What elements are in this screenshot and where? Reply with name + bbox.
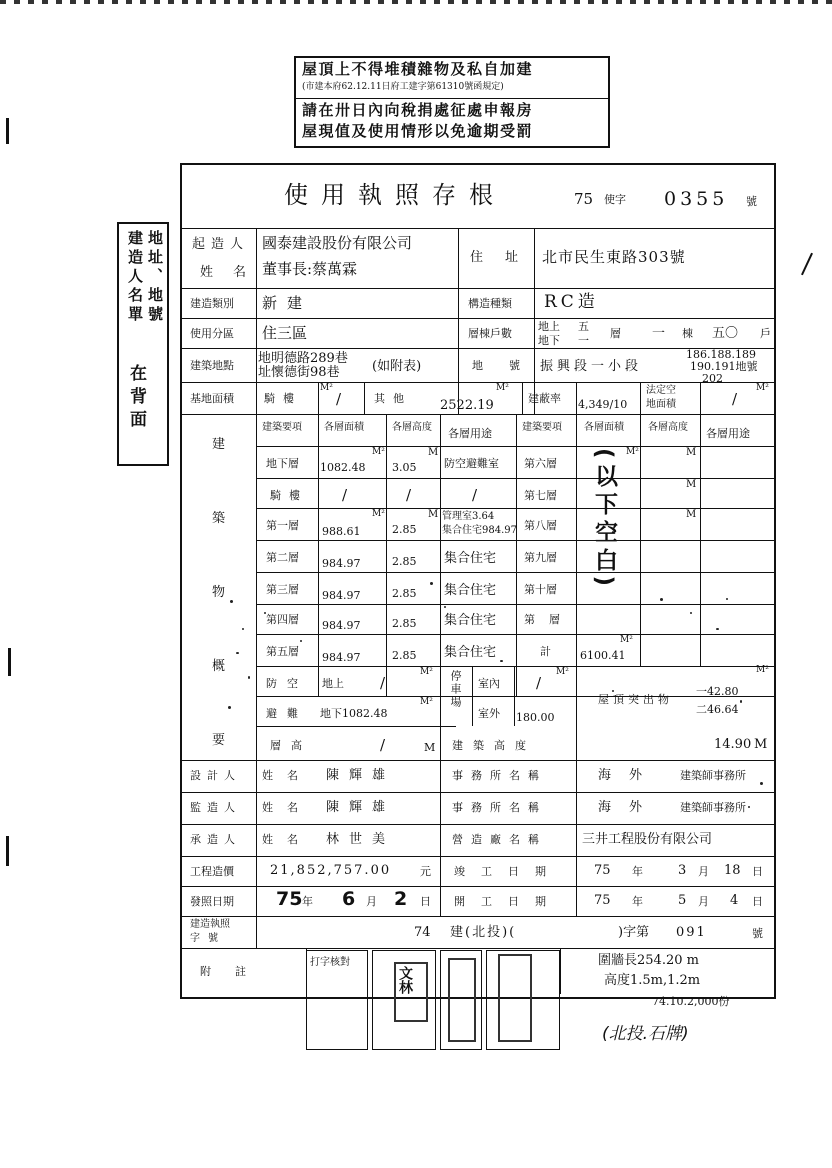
summary-char-5: 要 — [212, 733, 226, 748]
seal-stamp-2 — [448, 958, 476, 1042]
designer-label: 設計人 — [190, 769, 241, 782]
header-height-left: 各層高度 — [392, 422, 432, 433]
lot-numbers-2: 190.191地號 — [690, 360, 758, 373]
bldg-height-unit: M — [754, 737, 768, 752]
structure-label: 構造種類 — [468, 297, 512, 310]
summary-char-2: 築 — [212, 511, 226, 526]
summary-char-1: 建 — [212, 437, 226, 452]
permit-number: 091 — [676, 925, 707, 940]
arcade-area-slash: / — [336, 390, 342, 408]
parking-outdoor-value: 180.00 — [516, 711, 555, 724]
floors-below-label: 地下 — [538, 334, 560, 347]
unit-m-7f: M — [686, 479, 697, 490]
floor-area-b1: 1082.48 — [320, 461, 366, 474]
start-month-word: 月 — [698, 895, 709, 908]
notice-line-4: 屋現值及使用情形以免逾期受罰 — [302, 122, 534, 140]
floor-name-1f: 第一層 — [266, 519, 299, 532]
floor-use-4f: 集合住宅 — [444, 613, 497, 628]
remarks-label: 附註 — [200, 965, 270, 978]
roof-value-1: 一42.80 — [696, 685, 739, 698]
floor-area-2f: 984.97 — [322, 557, 361, 570]
page-title: 使用執照存根 — [284, 181, 506, 209]
designer-name-label: 姓名 — [262, 769, 312, 782]
notice-line-1: 屋頂上不得堆積雜物及私自加建 — [302, 60, 534, 78]
floor-area-1f: 988.61 — [322, 525, 361, 538]
site-line-1: 地明德路289巷 — [258, 351, 348, 366]
header-use-right: 各層用途 — [706, 427, 750, 440]
zoning-label: 使用分區 — [190, 327, 234, 340]
legal-space-slash: / — [732, 390, 738, 408]
total-label: 計 — [540, 645, 551, 658]
total-area: 6100.41 — [580, 649, 626, 662]
build-type: 新建 — [262, 294, 313, 312]
other-area-unit: M² — [496, 383, 509, 393]
scan-mark-right — [801, 253, 813, 276]
shelter-above-unit: M² — [420, 667, 433, 677]
parking-label: 停車場 — [449, 670, 462, 709]
complete-year: 75 — [594, 863, 611, 878]
floor-height-slash: / — [380, 736, 386, 754]
shelter-label-2: 避難 — [266, 707, 308, 720]
parking-indoor-slash: / — [536, 674, 542, 692]
unit-m-1f: M — [428, 509, 439, 520]
area-label: 基地面積 — [190, 392, 234, 405]
lot-label: 地號 — [472, 359, 546, 372]
doc-number: 0355 — [664, 188, 729, 210]
building-word: 棟 — [682, 327, 693, 340]
supervisor-office-suffix: 建築師事務所 — [680, 801, 746, 814]
blank-mark: (以下空白) — [591, 448, 617, 592]
complete-month-word: 月 — [698, 865, 709, 878]
floor-height-arcade-slash: / — [406, 486, 412, 504]
start-month: 5 — [678, 893, 687, 908]
seal-stamp-3 — [498, 954, 532, 1042]
floor-height-2f: 2.85 — [392, 555, 417, 568]
floor-name-4f: 第四層 — [266, 613, 299, 626]
supervisor-label: 監造人 — [190, 801, 241, 814]
floor-name-5f: 第五層 — [266, 645, 299, 658]
unit-m2-total: M² — [620, 635, 633, 645]
contractor-firm: 三井工程股份有限公司 — [582, 832, 713, 847]
contractor-label: 承造人 — [190, 833, 241, 846]
start-day: 4 — [730, 893, 739, 908]
floor-area-arcade-slash: / — [342, 486, 348, 504]
building-count: 一 — [652, 326, 666, 341]
parking-indoor-label: 室內 — [478, 677, 500, 690]
floors-label: 層棟戶數 — [468, 327, 512, 340]
permit-suffix: 號 — [752, 927, 763, 940]
site-line-2: 址懷德街98巷 — [258, 365, 340, 380]
doc-suffix: 號 — [746, 195, 757, 208]
designer-office: 海外 — [598, 768, 661, 783]
issue-month: 6 — [342, 888, 356, 910]
roof-unit: M² — [756, 665, 769, 675]
site-label: 建築地點 — [190, 359, 234, 372]
floor-use-b1: 防空避難室 — [444, 457, 499, 470]
permit-mid: 建(北投)( — [450, 925, 517, 940]
site-note: (如附表) — [372, 359, 422, 374]
roof-label: 屋頂突出物 — [598, 693, 673, 706]
supervisor-office-label: 事務所名稱 — [452, 801, 547, 814]
header-area-left: 各層面積 — [324, 422, 364, 433]
owner-chairman: 董事長:蔡萬霖 — [262, 260, 358, 278]
shelter-below-value: 地下1082.48 — [320, 707, 388, 720]
floor-name-9f: 第九層 — [524, 551, 557, 564]
owner-address: 北市民生東路303號 — [542, 248, 686, 266]
shelter-below-unit: M² — [420, 697, 433, 707]
ratio-label: 建蔽率 — [528, 392, 561, 405]
designer-office-label: 事務所名稱 — [452, 769, 547, 782]
cost-value: 21,852,757.00 — [270, 863, 392, 878]
floor-height-3f: 2.85 — [392, 587, 417, 600]
floor-name-arcade: 騎樓 — [270, 489, 308, 502]
floor-name-8f: 第八層 — [524, 519, 557, 532]
permit-label-2: 字號 — [190, 933, 226, 944]
supervisor-name-label: 姓名 — [262, 801, 312, 814]
unit-m2-b1: M² — [372, 447, 385, 457]
floor-name-nf: 第層 — [524, 613, 574, 626]
floor-height-1f: 2.85 — [392, 523, 417, 536]
start-year-word: 年 — [632, 895, 643, 908]
contractor-name-label: 姓名 — [262, 833, 312, 846]
complete-label: 竣工日期 — [454, 865, 562, 878]
complete-day: 18 — [724, 863, 741, 878]
floors-above-count: 五 — [578, 320, 589, 333]
permit-label-1: 建造執照 — [190, 919, 230, 930]
header-use-left: 各層用途 — [448, 427, 492, 440]
start-label: 開工日期 — [454, 895, 562, 908]
complete-month: 3 — [678, 863, 687, 878]
zoning-value: 住三區 — [262, 324, 308, 342]
start-day-word: 日 — [752, 895, 763, 908]
permit-year: 74 — [414, 925, 431, 940]
seal-text: 文林 — [397, 966, 413, 994]
scan-mark-left-2 — [8, 648, 11, 676]
legal-space-label-2: 地面積 — [646, 399, 676, 410]
header-area-right: 各層面積 — [584, 422, 624, 433]
issue-label: 發照日期 — [190, 895, 234, 908]
arcade-label: 騎樓 — [264, 392, 302, 405]
floor-use-1f-a: 管理室3.64 — [442, 511, 495, 522]
structure-value: RC造 — [544, 292, 599, 312]
other-area-value: 2522.19 — [440, 398, 494, 413]
floor-height-4f: 2.85 — [392, 617, 417, 630]
unit-m-6f: M — [686, 447, 697, 458]
district-note: (北投.石牌) — [602, 1024, 689, 1044]
floor-height-b1: 3.05 — [392, 461, 417, 474]
complete-day-word: 日 — [752, 865, 763, 878]
bldg-height-label: 建築高度 — [452, 739, 536, 752]
unit-m2-1f: M² — [372, 509, 385, 519]
unit-m2-6f: M² — [626, 447, 639, 457]
issue-month-word: 月 — [366, 895, 377, 908]
floor-area-4f: 984.97 — [322, 619, 361, 632]
floor-name-7f: 第七層 — [524, 489, 557, 502]
doc-year: 75 — [574, 190, 594, 208]
floor-use-1f-b: 集合住宅984.97 — [442, 525, 517, 536]
floor-height-unit: M — [424, 741, 436, 754]
issue-day-word: 日 — [420, 895, 431, 908]
floor-name-2f: 第二層 — [266, 551, 299, 564]
lot-section: 振興段一小段 — [540, 359, 643, 374]
owner-label: 起造人 — [192, 237, 250, 252]
supervisor-office: 海外 — [598, 800, 661, 815]
unit-count: 五〇 — [712, 326, 739, 341]
floor-word: 層 — [610, 327, 621, 340]
floor-use-2f: 集合住宅 — [444, 551, 497, 566]
legal-space-unit: M² — [756, 383, 769, 393]
owner-name-label: 姓名 — [200, 265, 267, 280]
notice-stamp — [294, 56, 610, 148]
designer-name: 陳輝雄 — [326, 768, 396, 783]
cost-label: 工程造價 — [190, 865, 234, 878]
shelter-above-slash: / — [380, 674, 386, 692]
fence-length: 圍牆長254.20 m — [598, 953, 699, 968]
designer-office-suffix: 建築師事務所 — [680, 769, 746, 782]
roof-value-2: 二46.64 — [696, 703, 739, 716]
notice-line-2: (市建本府62.12.11日府工建字第61310號函規定) — [302, 82, 504, 92]
side-stamp — [117, 222, 169, 466]
floor-height-label: 層高 — [270, 739, 312, 752]
floors-below-count: 一 — [578, 334, 589, 347]
floor-name-b1: 地下層 — [266, 457, 299, 470]
lot-numbers-1: 186.188.189 — [686, 348, 756, 361]
parking-outdoor-label: 室外 — [478, 707, 500, 720]
bldg-height-value: 14.90 — [714, 737, 752, 752]
side-stamp-col-2: 建造人名單 — [126, 230, 144, 325]
print-count: 74.10.2,000份 — [652, 995, 730, 1008]
complete-year-word: 年 — [632, 865, 643, 878]
permit-word: )字第 — [618, 925, 650, 940]
side-stamp-col-1: 地址、地號 — [146, 230, 164, 325]
floor-name-10f: 第十層 — [524, 583, 557, 596]
scan-mark-top — [0, 0, 832, 4]
floor-use-3f: 集合住宅 — [444, 583, 497, 598]
floor-use-arcade-slash: / — [472, 486, 478, 504]
side-stamp-col-3: 在背面 — [126, 364, 146, 433]
other-label: 其他 — [374, 392, 412, 405]
fence-height: 高度1.5m,1.2m — [604, 973, 701, 988]
issue-year-word: 年 — [302, 895, 313, 908]
scan-mark-left-3 — [6, 836, 9, 866]
issue-day: 2 — [394, 888, 408, 910]
floor-area-5f: 984.97 — [322, 651, 361, 664]
summary-char-3: 物 — [212, 585, 226, 600]
floor-height-5f: 2.85 — [392, 649, 417, 662]
start-year: 75 — [594, 893, 611, 908]
shelter-above-label: 地上 — [322, 677, 344, 690]
contractor-firm-label: 營造廠名稱 — [452, 833, 547, 846]
arcade-area-unit: M² — [320, 383, 333, 393]
floor-name-6f: 第六層 — [524, 457, 557, 470]
doc-word: 使字 — [604, 193, 626, 206]
unit-m-8f: M — [686, 509, 697, 520]
parking-unit: M² — [556, 667, 569, 677]
floor-use-5f: 集合住宅 — [444, 645, 497, 660]
lot-numbers-3: 202 — [702, 372, 723, 385]
floors-above-label: 地上 — [538, 320, 560, 333]
issue-year: 75 — [276, 888, 303, 910]
contractor-name: 林世美 — [326, 832, 396, 847]
floor-name-3f: 第三層 — [266, 583, 299, 596]
owner-company: 國泰建設股份有限公司 — [262, 234, 413, 252]
unit-word: 戶 — [760, 327, 771, 340]
cost-unit: 元 — [420, 865, 431, 878]
address-label: 住址 — [470, 250, 541, 265]
header-item-left: 建築要項 — [262, 422, 302, 433]
supervisor-name: 陳輝雄 — [326, 800, 396, 815]
header-height-right: 各層高度 — [648, 422, 688, 433]
shelter-label: 防空 — [266, 677, 308, 690]
scan-mark-left — [6, 118, 9, 144]
build-type-label: 建造類別 — [190, 297, 234, 310]
typing-check-label: 打字核對 — [310, 957, 350, 968]
ratio-value: 4,349/10 — [578, 398, 628, 411]
unit-m-b1: M — [428, 447, 439, 458]
legal-space-label-1: 法定空 — [646, 385, 676, 396]
summary-char-4: 概 — [212, 659, 226, 674]
header-item-right: 建築要項 — [522, 422, 562, 433]
floor-area-3f: 984.97 — [322, 589, 361, 602]
notice-line-3: 請在卅日內向稅捐處征處申報房 — [302, 101, 534, 119]
